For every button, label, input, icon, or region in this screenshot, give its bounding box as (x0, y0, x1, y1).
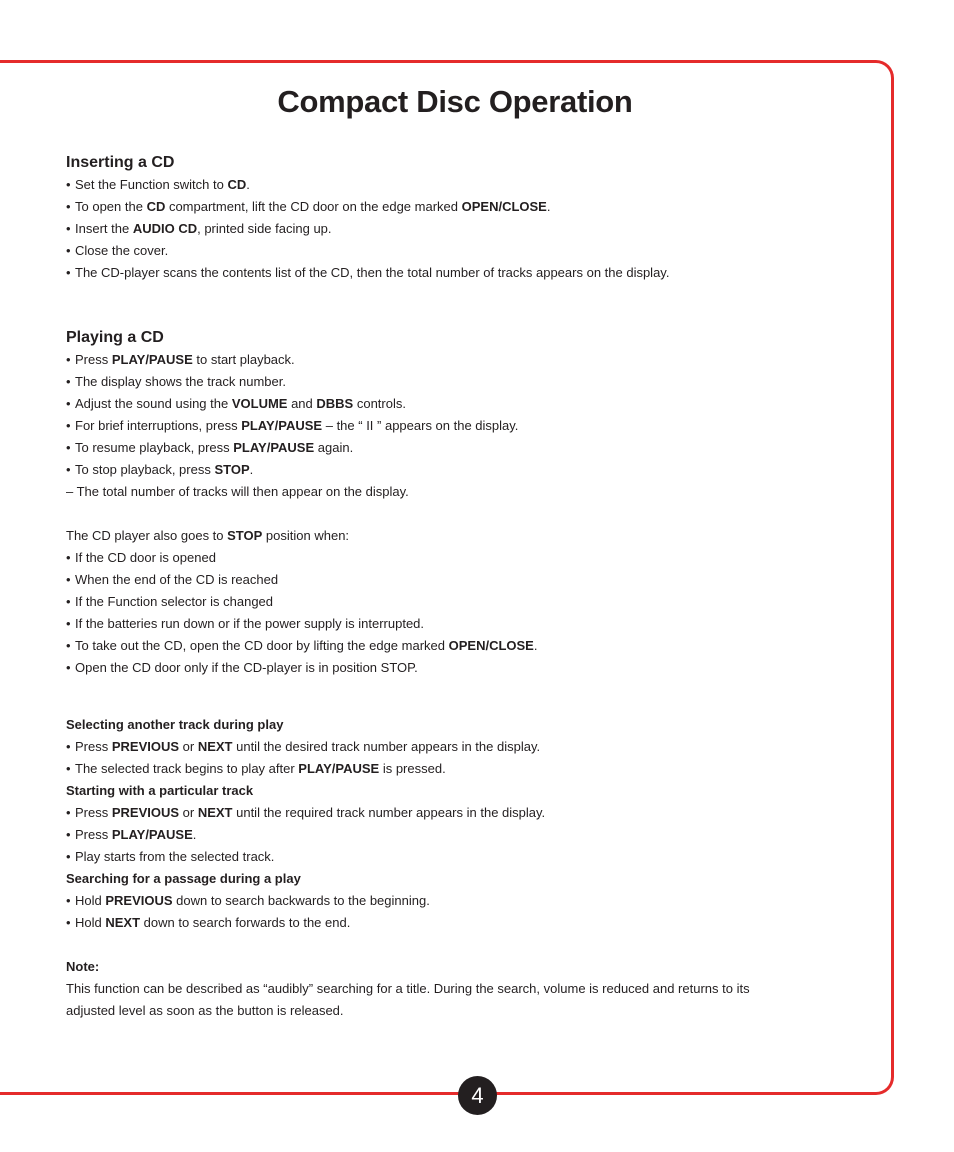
text-run: until the desired track number appears in the display. (232, 739, 541, 754)
text-run: Open the CD door only if the CD-player is in position STOP. (75, 660, 418, 675)
text-run: compartment, lift the CD door on the edge marked (165, 199, 462, 214)
text-run: down to search backwards to the beginning. (172, 893, 430, 908)
text-run: To stop playback, press (75, 462, 215, 477)
page-number-badge: 4 (458, 1076, 497, 1115)
bullet-list-inserting (66, 174, 786, 284)
note-line-1: This function can be described as “audibly” searching for a title. During the search, volume is reduced and returns to its (66, 981, 750, 996)
bullet-item (66, 758, 786, 780)
text-run: Hold (75, 915, 106, 930)
text-run: Press (75, 739, 112, 754)
text-run: For brief interruptions, press (75, 418, 242, 433)
bullet-item (66, 824, 786, 846)
text-run: The CD player also goes to (66, 528, 228, 543)
page-title: Compact Disc Operation (277, 84, 633, 119)
section-heading-playing: Playing a CD (66, 329, 164, 346)
section-heading-starting: Starting with a particular track (66, 783, 254, 798)
note-heading: Note: (66, 959, 100, 974)
text-run: again. (314, 440, 354, 455)
bullet-item (66, 591, 786, 613)
bullet-item (66, 846, 786, 868)
text-run: – the “ II ” appears on the display. (322, 418, 519, 433)
text-run: If the CD door is opened (75, 550, 216, 565)
bullet-item (66, 437, 786, 459)
text-run: The selected track begins to play after (75, 761, 299, 776)
text-run: or (179, 805, 198, 820)
bold-term: NEXT (105, 915, 141, 930)
bullet-item (66, 196, 786, 218)
text-run: , printed side facing up. (197, 221, 332, 236)
text-run: To open the (75, 199, 147, 214)
bullet-item (66, 613, 786, 635)
note-line-2: adjusted level as soon as the button is released. (66, 1003, 344, 1018)
text-run: . (192, 827, 197, 842)
bullet-item (66, 459, 786, 481)
bullet-item (66, 547, 786, 569)
text-run: until the required track number appears in the display. (232, 805, 546, 820)
text-run: Play starts from the selected track. (75, 849, 275, 864)
bullet-list-stop (66, 547, 786, 679)
text-run: If the Function selector is changed (75, 594, 274, 609)
bold-term: PREVIOUS (111, 739, 180, 754)
bold-term: STOP (214, 462, 250, 477)
text-run: When the end of the CD is reached (75, 572, 279, 587)
text-run: The CD-player scans the contents list of the CD, then the total number of tracks appears on the display. (75, 265, 670, 280)
bold-term: NEXT (197, 739, 233, 754)
bold-term: AUDIO CD (132, 221, 198, 236)
text-run: To resume playback, press (75, 440, 234, 455)
text-run: . (249, 462, 254, 477)
stop-intro (66, 525, 786, 547)
bold-term: PLAY/PAUSE (241, 418, 323, 433)
bold-term: PREVIOUS (105, 893, 173, 908)
bullet-list-selecting (66, 736, 786, 780)
bold-term: PLAY/PAUSE (233, 440, 315, 455)
bullet-item (66, 262, 786, 284)
bold-term: PLAY/PAUSE (111, 827, 193, 842)
text-run: To take out the CD, open the CD door by lifting the edge marked (75, 638, 449, 653)
section-heading-selecting: Selecting another track during play (66, 717, 284, 732)
bullet-item (66, 569, 786, 591)
text-run: Press (75, 827, 112, 842)
text-run: Adjust the sound using the (75, 396, 232, 411)
bullet-item (66, 349, 786, 371)
bold-term: CD (146, 199, 166, 214)
bold-term: OPEN/CLOSE (461, 199, 547, 214)
bullet-list-playing (66, 349, 786, 481)
bullet-item (66, 802, 786, 824)
bullet-item (66, 371, 786, 393)
text-run: is pressed. (379, 761, 446, 776)
text-run: Press (75, 352, 112, 367)
bullet-list-starting (66, 802, 786, 868)
text-run: Hold (75, 893, 106, 908)
bold-term: STOP (227, 528, 263, 543)
bold-term: CD (227, 177, 247, 192)
bullet-list-searching (66, 890, 786, 934)
bullet-item (66, 174, 786, 196)
bullet-item (66, 218, 786, 240)
text-run: Insert the (75, 221, 133, 236)
bold-term: VOLUME (231, 396, 288, 411)
text-run: down to search forwards to the end. (140, 915, 351, 930)
bold-term: PREVIOUS (111, 805, 180, 820)
text-run: Close the cover. (75, 243, 169, 258)
section-heading-inserting: Inserting a CD (66, 154, 175, 171)
bullet-item (66, 890, 786, 912)
text-run: and (287, 396, 317, 411)
text-run: If the batteries run down or if the power supply is interrupted. (75, 616, 425, 631)
bold-term: NEXT (197, 805, 233, 820)
text-run: position when: (262, 528, 350, 543)
bold-term: DBBS (316, 396, 354, 411)
bullet-item (66, 736, 786, 758)
bold-term: PLAY/PAUSE (298, 761, 380, 776)
bullet-item (66, 393, 786, 415)
bold-term: PLAY/PAUSE (111, 352, 193, 367)
text-run: . (546, 199, 551, 214)
bullet-item (66, 415, 786, 437)
bullet-item (66, 657, 786, 679)
text-run: Press (75, 805, 112, 820)
bullet-item (66, 635, 786, 657)
text-run: or (179, 739, 198, 754)
bullet-item (66, 240, 786, 262)
section-heading-searching: Searching for a passage during a play (66, 871, 301, 886)
bold-term: OPEN/CLOSE (448, 638, 534, 653)
playing-dash-note: – The total number of tracks will then appear on the display. (66, 484, 409, 499)
bullet-item (66, 912, 786, 934)
text-run: . (533, 638, 538, 653)
text-run: The display shows the track number. (75, 374, 286, 389)
text-run: . (246, 177, 250, 192)
document-body (66, 152, 786, 1022)
text-run: Set the Function switch to (75, 177, 228, 192)
text-run: controls. (353, 396, 406, 411)
text-run: to start playback. (192, 352, 295, 367)
